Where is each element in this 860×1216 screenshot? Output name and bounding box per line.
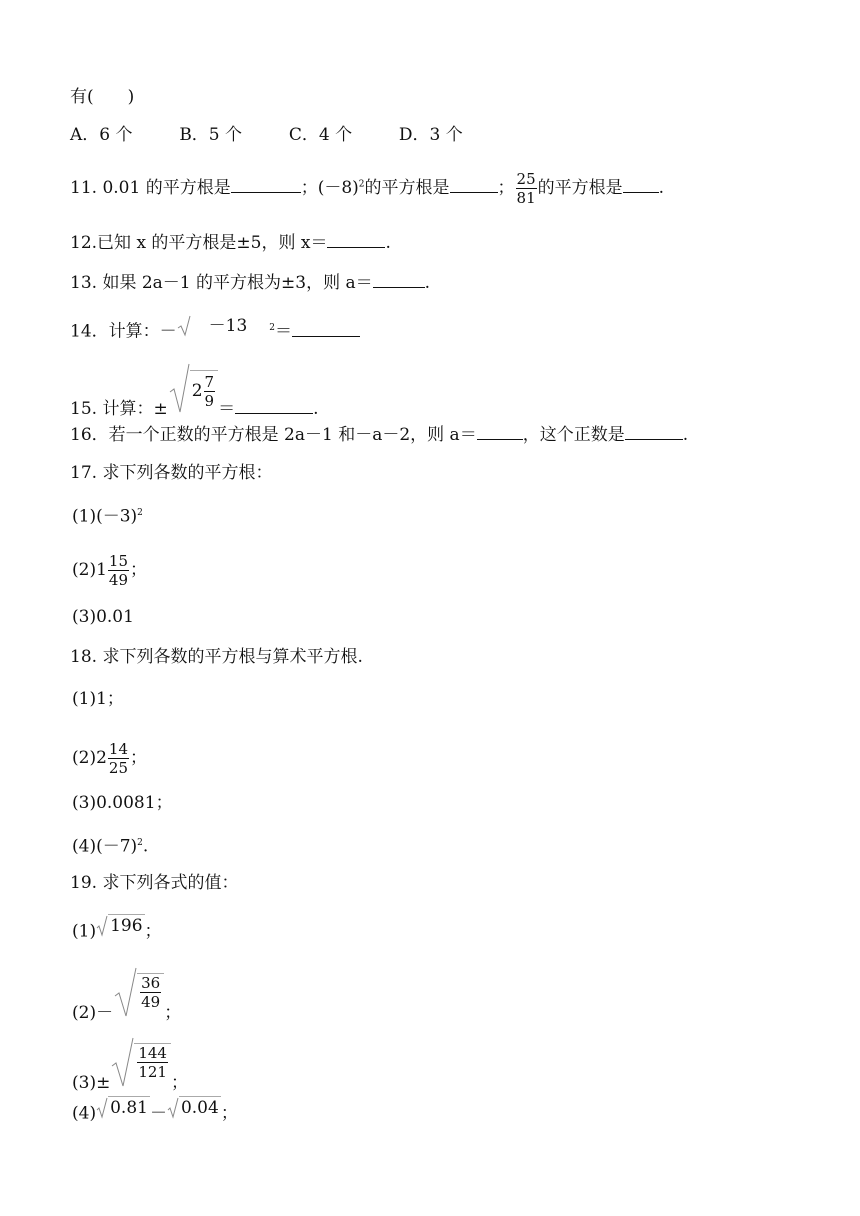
numerator: 15	[108, 552, 128, 570]
q19-text: (3)±	[72, 1073, 111, 1093]
q19-text: (1)	[72, 921, 97, 942]
q11-text: 11. 0.01 的平方根是	[70, 178, 231, 198]
whole-part: 2	[191, 381, 203, 401]
denominator: 81	[516, 189, 536, 207]
sqrt-icon	[168, 362, 190, 414]
question-13	[70, 272, 430, 294]
radicand: 196	[110, 916, 143, 936]
answer-blank[interactable]	[327, 233, 385, 248]
question-17-part-3: (3)0.01	[72, 607, 134, 627]
question-18-part-1: (1)1；	[72, 689, 124, 709]
fraction	[108, 552, 129, 589]
denominator: 25	[108, 759, 128, 777]
sqrt-icon	[110, 1036, 134, 1088]
q18-text: .	[142, 836, 149, 857]
exponent: 2	[358, 179, 365, 190]
q19-text: ；	[144, 921, 162, 942]
question-19-part-1	[72, 914, 162, 943]
answer-blank[interactable]	[625, 425, 683, 440]
options-line	[70, 124, 463, 146]
q11-text: 的平方根是	[537, 178, 623, 198]
q19-text: ；	[164, 1003, 182, 1023]
numerator: 14	[108, 740, 128, 758]
option-b: B．5 个	[179, 125, 243, 145]
question-12	[70, 232, 391, 254]
radical	[113, 966, 164, 1018]
numerator: 36	[141, 974, 161, 992]
q11-text: ；	[497, 178, 515, 198]
q16-text: ，这个正数是	[522, 425, 625, 445]
q19-text: －	[149, 1103, 167, 1124]
radicand	[134, 1043, 171, 1081]
q11-text: .	[658, 178, 665, 198]
question-19-part-3	[72, 1036, 188, 1094]
question-19-title: 19. 求下列各式的值：	[70, 873, 239, 893]
answer-blank[interactable]	[623, 178, 659, 193]
sqrt-icon	[167, 1097, 179, 1119]
numerator: 144	[138, 1044, 167, 1062]
option-a: A．6 个	[70, 125, 133, 145]
q19-text: ；	[170, 1073, 188, 1093]
numerator: 25	[516, 170, 536, 188]
exponent: 2	[137, 838, 143, 848]
q15-text: ＝	[218, 399, 236, 419]
sqrt-icon	[177, 315, 191, 337]
denominator: 121	[138, 1063, 167, 1081]
sqrt-icon	[113, 966, 137, 1018]
denominator: 49	[108, 571, 128, 589]
option-c: C．4 个	[288, 125, 353, 145]
question-18-part-3: (3)0.0081；	[72, 793, 173, 813]
q16-text: 16．若一个正数的平方根是 2a－1 和－a－2，则 a＝	[70, 425, 477, 445]
radical	[177, 314, 270, 337]
radicand: 0.04	[180, 1098, 219, 1118]
exponent: 2	[137, 508, 143, 518]
q17-text: (2)1	[72, 560, 107, 580]
sqrt-icon	[96, 915, 108, 937]
question-19-part-4	[72, 1096, 238, 1125]
fraction	[516, 170, 537, 207]
question-18-part-2	[72, 740, 147, 777]
fraction	[204, 373, 216, 410]
question-17-part-2	[72, 552, 147, 589]
q16-text: .	[682, 425, 689, 445]
intro-line: 有( )	[70, 87, 135, 107]
radical	[96, 914, 144, 937]
q15-text: .	[313, 399, 319, 419]
q13-text: .	[424, 273, 431, 293]
q11-text: 的平方根是	[364, 178, 450, 198]
radicand	[190, 370, 218, 410]
q18-text: ；	[130, 748, 147, 768]
q14-text: ＝	[275, 321, 293, 342]
sqrt-icon	[96, 1097, 108, 1119]
q19-text: (4)	[72, 1103, 97, 1124]
answer-blank[interactable]	[231, 178, 301, 193]
q13-text: 13. 如果 2a－1 的平方根为±3，则 a＝	[70, 273, 373, 293]
answer-blank[interactable]	[235, 399, 313, 414]
answer-blank[interactable]	[450, 178, 498, 193]
answer-blank[interactable]	[477, 425, 523, 440]
q11-text: ；(－8)	[300, 178, 359, 198]
q12-text: 12.已知 x 的平方根是±5，则 x＝	[70, 233, 328, 253]
fraction	[108, 740, 129, 777]
exponent: 2	[269, 322, 276, 333]
q17-text: ；	[130, 560, 147, 580]
question-18-title: 18. 求下列各数的平方根与算术平方根.	[70, 647, 363, 667]
numerator: 7	[204, 373, 215, 391]
radical	[167, 1096, 221, 1119]
answer-blank[interactable]	[373, 273, 425, 288]
answer-blank[interactable]	[292, 322, 360, 337]
radical	[96, 1096, 150, 1119]
question-14	[70, 314, 360, 343]
denominator: 9	[204, 392, 215, 410]
q15-text: 15. 计算：±	[70, 399, 168, 419]
question-18-part-4	[72, 832, 148, 858]
q18-text: (4)(－7)	[72, 836, 138, 857]
radicand	[137, 973, 164, 1011]
denominator: 49	[141, 993, 161, 1011]
radicand: 0.81	[110, 1098, 148, 1118]
question-17-part-1	[72, 502, 143, 528]
fraction	[140, 974, 161, 1011]
q12-text: .	[385, 233, 391, 253]
radicand: －13	[191, 314, 270, 337]
option-d: D．3 个	[398, 125, 463, 145]
question-17-title: 17. 求下列各数的平方根：	[70, 463, 273, 483]
question-16	[70, 424, 688, 446]
q19-text: ；	[220, 1103, 238, 1124]
q17-text: (1)(－3)	[72, 506, 138, 527]
q18-text: (2)2	[72, 748, 107, 768]
radical	[168, 366, 218, 414]
radical	[110, 1036, 171, 1088]
q19-text: (2)－	[72, 1003, 114, 1023]
q14-text: 14．计算：－	[70, 321, 177, 342]
question-11	[70, 170, 664, 207]
fraction	[137, 1044, 168, 1081]
question-15	[70, 366, 318, 420]
question-19-part-2	[72, 966, 181, 1024]
